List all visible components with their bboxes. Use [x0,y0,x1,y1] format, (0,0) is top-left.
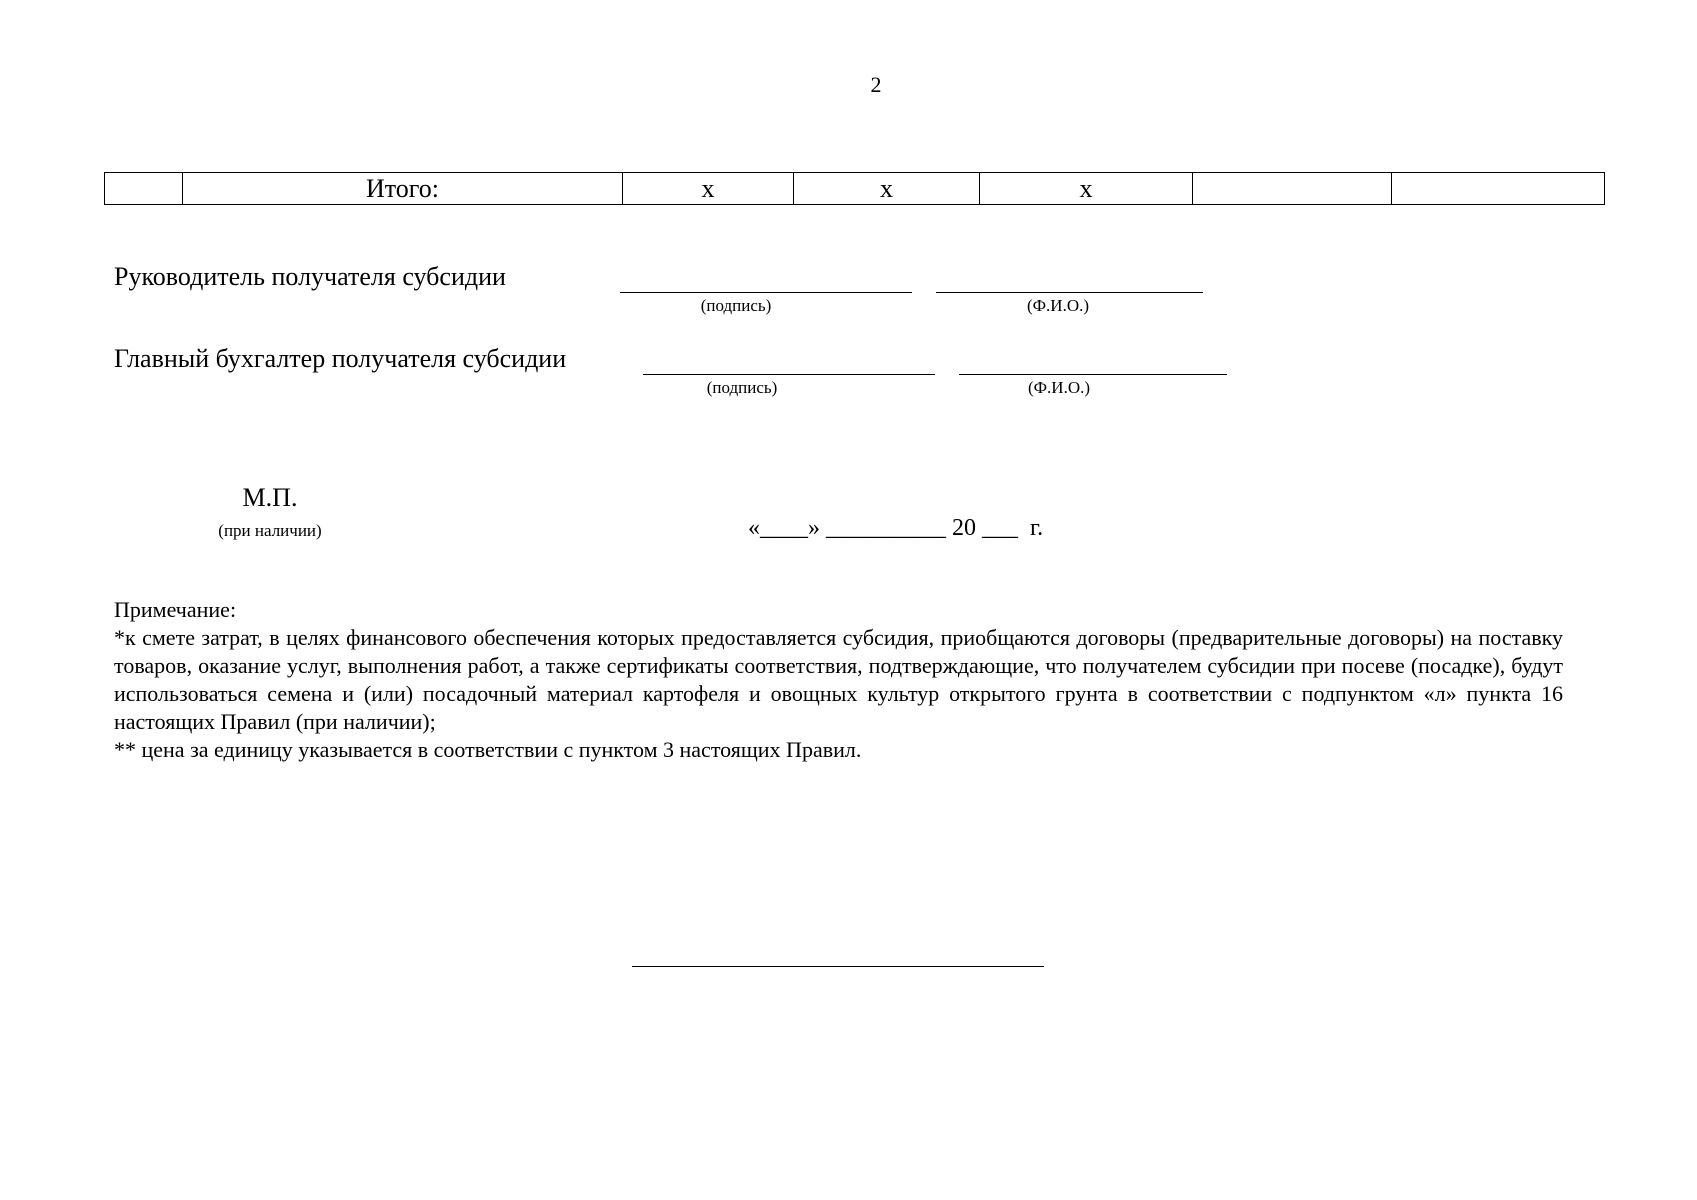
totals-cell-label: Итого: [183,173,623,205]
date-field[interactable]: «____» __________ 20 ___ г. [748,515,1044,541]
notes-section [114,596,1563,764]
head-signature-caption: (подпись) [700,296,772,315]
totals-cell-amount-1 [1193,173,1392,205]
accountant-name-caption: (Ф.И.О.) [1027,378,1091,397]
head-signature-label: Руководитель получателя субсидии [114,262,506,291]
totals-table [104,172,1605,205]
note-item-2: ** цена за единицу указывается в соответствии с пунктом 3 настоящих Правил. [114,737,862,762]
head-signature-line[interactable] [620,292,912,293]
note-item-1: *к смете затрат, в целях финансового обеспечения которых предоставляется субсидия, приобщаются договоры (предварительные договоры) на поставку товаров, оказание услуг, выполнения работ, а также сертификаты соответствия, подтверждающие, что получателем субсидии при посеве (посадке), будут использоваться семена и (или) посадочный материал картофеля и овощных культур открытого грунта в соответствии с подпунктом «л» пункта 16 настоящих Правил (при наличии); [114,625,1563,734]
page-number: 2 [870,72,882,97]
accountant-name-line[interactable] [959,374,1227,375]
accountant-signature-line[interactable] [643,374,935,375]
totals-cell-x-1: х [623,173,794,205]
footer-divider [632,966,1044,967]
notes-title: Примечание: [114,597,237,622]
totals-cell-x-2: х [794,173,980,205]
totals-cell-x-3: х [980,173,1193,205]
head-name-caption: (Ф.И.О.) [1026,296,1090,315]
head-name-line[interactable] [936,292,1203,293]
totals-cell-number [105,173,183,205]
accountant-signature-label: Главный бухгалтер получателя субсидии [114,344,567,373]
accountant-signature-caption: (подпись) [706,378,778,397]
totals-cell-amount-2 [1392,173,1605,205]
totals-row [105,173,1605,205]
stamp-caption: (при наличии) [218,521,322,540]
stamp-label: М.П. [242,483,298,512]
